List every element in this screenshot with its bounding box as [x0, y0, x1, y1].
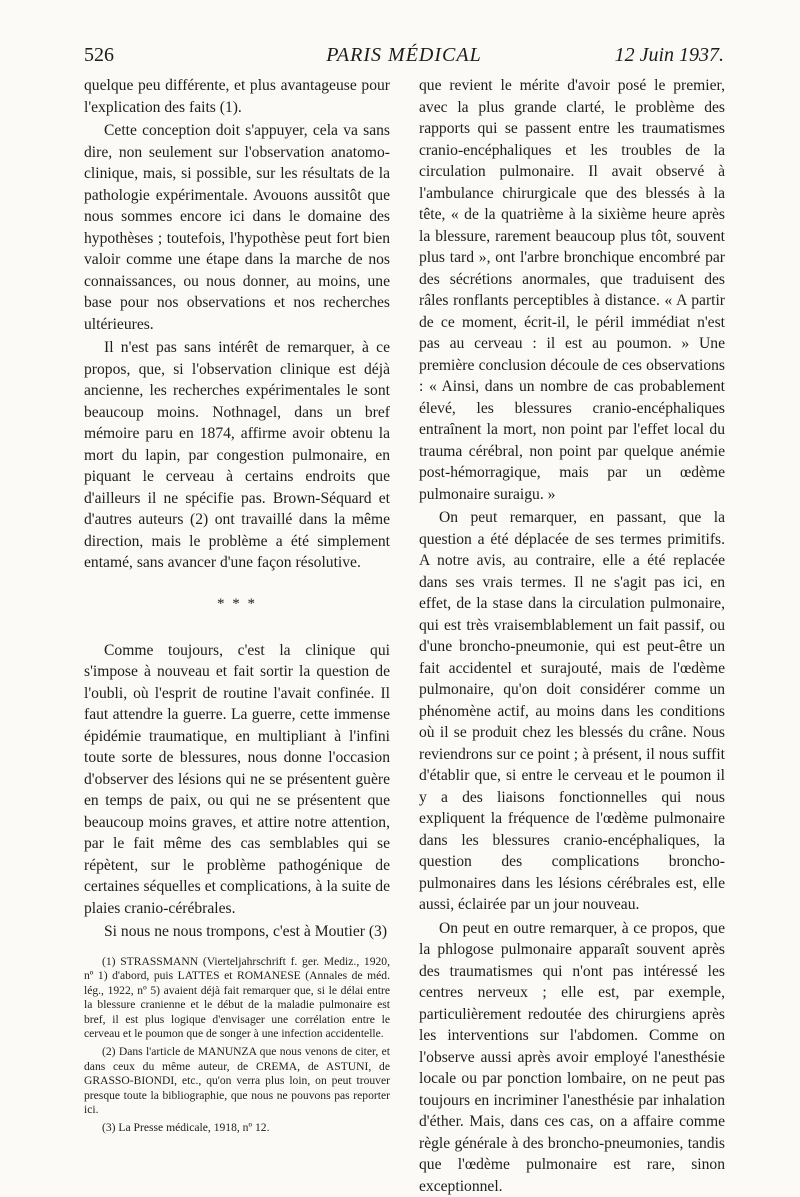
section-separator: * * * — [84, 596, 390, 612]
paragraph: Comme toujours, c'est la clinique qui s'impose à nouveau et fait sortir la question de l'oubli, où l'esprit de routine l'avait confinée. Il faut attendre la guerre. La guerre, cette immense épidémie traumatique, en multipliant à l'infini toute sorte de blessures, nous donne l'occasion d'observer des lésions qui ne se présentent guère en temps de paix, ou qui ne se présentent que beaucoup moins graves, et attire notre attention, par le fait même des cas semblables qui se répètent, sur le problème pathogénique de certaines séquelles et complications, à la suite de plaies cranio-cérébrales. — [84, 640, 390, 920]
paragraph: Il n'est pas sans intérêt de remarquer, à ce propos, que, si l'observation clinique est déjà ancienne, les recherches expérimentales le sont beaucoup moins. Nothnagel, dans un bref mémoire paru en 1874, affirme avoir obtenu la mort du lapin, par congestion pulmonaire, en piquant le cerveau à certains endroits que d'ailleurs il ne spécifie pas. Brown-Séquard et d'autres auteurs (2) ont travaillé dans la même direction, mais le problème a été simplement entamé, sans avancer d'une façon résolutive. — [84, 337, 390, 574]
right-column — [419, 75, 725, 1197]
journal-title: PARIS MÉDICAL — [84, 44, 724, 67]
footnote-2: (2) Dans l'article de MANUNZA que nous venons de citer, et dans ceux du même auteur, de CREMA, de ASTUNI, de GRASSO-BIONDI, etc., qu'on verra plus loin, on peut trouver presque toute la bibliographie, que nous ne pouvons pas reporter ici. — [84, 1045, 390, 1118]
issue-date: 12 Juin 1937. — [615, 44, 724, 67]
paragraph: quelque peu différente, et plus avantageuse pour l'explication des faits (1). — [84, 75, 390, 118]
paragraph: On peut en outre remarquer, à ce propos, que la phlogose pulmonaire apparaît souvent après des traumatismes qui n'ont pas intéressé les centres nerveux ; elle est, par exemple, particulièrement redoutée des chirurgiens après les interventions sur l'abdomen. Comme on l'observe aussi après avoir employé l'anesthésie locale ou par ponction lombaire, on ne peut pas toujours en incriminer l'anesthésie par inhalation d'éther. Mais, dans ces cas, on a affaire comme règle générale à des broncho-pneumonies, tandis que l'œdème pulmonaire est rare, sinon exceptionnel. — [419, 918, 725, 1197]
paragraph: Cette conception doit s'appuyer, cela va sans dire, non seulement sur l'observation anatomo-clinique, mais, si possible, sur les résultats de la pathologie expérimentale. Avouons aussitôt que nous sommes encore ici dans le domaine des hypothèses ; toutefois, l'hypothèse peut fort bien valoir comme une étape dans la marche de nos connaissances, ou nous donner, au moins, une base pour nos observations et nos recherches ultérieures. — [84, 120, 390, 335]
footnote-3: (3) La Presse médicale, 1918, nº 12. — [84, 1121, 390, 1136]
paragraph: Si nous ne nous trompons, c'est à Moutier (3) — [84, 921, 390, 943]
footnote-1: (1) STRASSMANN (Vierteljahrschrift f. ger. Mediz., 1920, nº 1) d'abord, puis LATTES et ROMANESE (Annales de méd. lég., 1922, nº 5) avaient déjà fait remarquer que, si le délai entre la blessure cranienne et le début de la maladie pulmonaire est bref, il est plus logique d'envisager une corrélation entre le cerveau et le poumon que de songer à une infection accidentelle. — [84, 955, 390, 1043]
left-column — [84, 75, 390, 1139]
paragraph: que revient le mérite d'avoir posé le premier, avec la plus grande clarté, le problème des rapports qui se passent entre les traumatismes cranio-encéphaliques et les troubles de la circulation pulmonaire. Il avait observé à l'ambulance chirurgicale que des blessés à la tête, « de la quatrième à la sixième heure après la blessure, rarement beaucoup plus tôt, souvent plus tard », ont l'arbre bronchique encombré par des sécrétions anormales, que traduisent des râles ronflants perceptibles à distance. « A partir de ce moment, écrit-il, le péril immédiat n'est pas au cerveau : il est au poumon. » Une première conclusion découle de ces observations : « Ainsi, dans un nombre de cas probablement élevé, les blessures cranio-encéphaliques entraînent la mort, non point par l'effet local du trauma cérébral, non point par quelque anémie post-hémorragique, mais par un œdème pulmonaire suraigu. » — [419, 75, 725, 505]
paragraph: On peut remarquer, en passant, que la question a été déplacée de ses termes primitifs. A notre avis, au contraire, elle a été replacée dans ses vrais termes. Il ne s'agit pas ici, en effet, de la stase dans la circulation pulmonaire, qui est très vraisemblablement un fait passif, ou d'une broncho-pneumonie, qui est peut-être un fait accidentel et surajouté, mais de l'œdème pulmonaire, qu'on doit considérer comme un phénomène actif, au moins dans les conditions où il se produit chez les blessés du crâne. Nous reviendrons sur ce point ; à présent, il nous suffit d'établir que, si entre le cerveau et le poumon il y a des liaisons fonctionnelles qui nous expliquent la fréquence de l'œdème pulmonaire dans les blessures cranio-encéphaliques, la question des complications broncho-pulmonaires dans les lésions cérébrales est, elle aussi, éclairée par un jour nouveau. — [419, 507, 725, 916]
footnotes — [84, 955, 390, 1136]
page-number: 526 — [84, 44, 114, 67]
running-header — [84, 44, 724, 74]
